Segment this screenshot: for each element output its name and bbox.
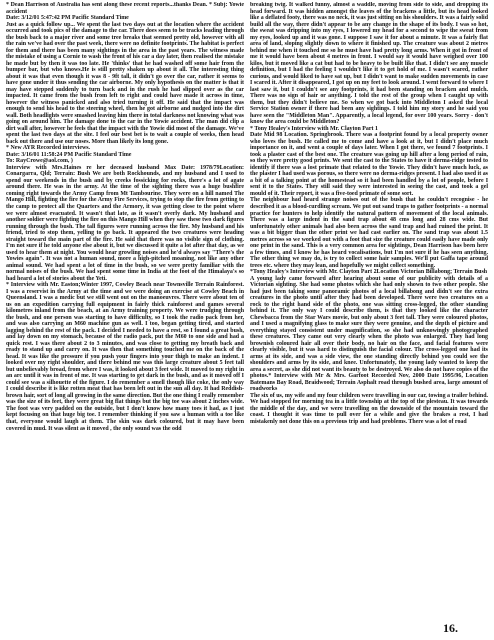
paragraph: Interview with Mrs.Haines re her deceased husband Max Date: 1978/79Location: Conargarra, Qld; Terrain: Bush We are both Rockhounds, and my husband and I used to spend our weekends in the bush and by creeks fossicking for rocks, there's a lot of agate around there. He was in the army. At the time of the sighting there was a huge bushfire coming right towards the Army Camp from Mt Tambourine. They were on a hill named The Mango Hill, fighting the fire for the Army Fire Services, trying to stop the fire from getting to the camp to protect all the Quarters and the Armory, it was getting close to the point where we were almost evacuated. It wasn't that late, as it wasn't overly dark. My husband and another soldier were fighting the fire on this Mango Hill when they saw these two dark figures running through the bush. The tall figures were running across the fire. My husband and his friend, tried to stop them, yelling to go back. It appeared the two creatures were heading straight toward the main part of the fire. He said that there was no visible sign of clothing. I'm not sure if he told anyone else about it, but we discussed it quite a lot after that day, as we used to hear them at night. You would hear growling noises and he'd always say "There's the Yowies again". It was not a human sound, more a high-pitched moaning, not like any other animal sound. We had spent a lot of time in the bush, so we were pretty familiar with the normal noises of the bush. We had spent some time in India at the foot of the Himalaya's so had heard a lot of stories about the Yeti. — [6, 164, 244, 282]
paragraph: Just as a quick follow up... We spent the last two days out at the location where the accident occurred and took pics of the damage to the car. There does seem to be tracks leading through the bush back to a major river and some tree breaks that seemed pretty old, however with all the rain we've had over the past week, there were no definite footprints. The habitat is perfect for them and there has been many sightings in the area in the past years. The witness made the mistake of using a Cornie to wash the front of his car a day later, then realised the mistake he made but by then it was too late. He 'thinks' that he had washed off some hair from the bumper bar, but who knows.He is still pretty shaken up about it all. The interesting thing about it was that even though it was 8 - 9ft tall, it didn't go over the car, rather it seems to have gone under it thus sending the car airborne. My only hypothesis on the matter is that it may have stepped suddenly to turn back and in the rush he had slipped over as the car impacted. It came from the bush from left to right and could have made it across in time, however the witness panicked and also tried turning it off. He said that the impact was enough to send his head to the steering wheel, then he got airborne and nudged into the dirt wall. Both headlights were smashed leaving him there in total darkness not knowing what was going on around him. The damage done to the car in the Yowie accident. The man did clip a dirt wall after, however he feels that the impact with the Yowie did most of the damage. We've spent the last two days at the site. I feel our best bet is to wait a couple of weeks, then head back out there and use our noses. More than likely its long gone. — [6, 21, 244, 145]
paragraph: *Tony Healey's Interview with Mr. Clayton Part 2Location Victorian Billabong; Terrain Bush — [250, 269, 488, 276]
paragraph: * Interview with Mr. Easton;Winter 1997, Cowley Beach near Townsville Terrain Rainforest. I was a reservist in the Army at the time and we were doing an exercise at Cowley Beach in Queensland. I was a medic but we still went out on the manoeuvres. There were about ten of us on an expedition carrying full equipment in fairly thick rainforest and games several kilometres inland from the beach, at an Army training property. We were trudging through the bush, and one person was starting to have difficulty, so I took the radio pack from her, and was also carrying an M60 machine gun as well. I too, began getting tired, and started lagging behind the rest of the pack. I decided I needed to have a rest, so I found a great bush, and lay down on my stomach, because of the radio pack, put the M60 to one side and had a quick rest. I was there about 2 to 3 minutes, and was close to getting my breath back and ready to stand up and carry on. It was then that something touched me on the back of the head. It was like the pressure if you push your fingers into your thigh to make an indent. I looked over my right shoulder, and there behind me was this large creature about 5 feet tall but unbelievably broad, from where I was, it looked about 3 feet wide. It moved to my right in an arc until it was in front of me. It was starting to get dark in the bush, and as it moved off I could see was a silhouette of the figure. I do remember a smell though like coke, the only way I could describe it is like rotten meat that has been left out in the sun all day. It had Reddish-brown hair, sort of long all growing in the same direction. But the one thing I really remember was the size of its feet, they were great big flat things but the big toe was about 2 inches wide. The foot was very padded on the outside, but I don't know how many toes it had, as I just kept focusing on that huge big toe. I remember thinking if you saw a human with a toe like that, everyone would laugh at them. The skin was dark coloured, but it may have been covered in mud. It was silent as it moved , the only sound was the odd — [6, 282, 244, 432]
paragraph: * Tony Healey's Interview with Mr. Clayton Part 1 — [250, 125, 378, 132]
text-columns — [6, 2, 488, 624]
paragraph: Date: 3/16/01 11:58:24 PM Pacific Standard Time — [6, 151, 132, 158]
paragraph: * Dean Harrison of Australia has sent along these recent reports...thanks Dean. * Subj: Yowie accident — [6, 2, 244, 15]
left-column — [6, 2, 244, 624]
page-number: 16. — [443, 621, 458, 635]
paragraph: Date Mid 98 Location. Springbrook. There was a footprint found by a local property owner who loves the bush. He called me to come and have a look at it, but I didn't place much importance on it, and went a couple of days later. When I got there, we found 7 footprints. I took a plaster cast of the best one. The creature was going up hill after a long period of rain, so they were pretty good prints. We sent the cast to the States to have it derma-ridge tested to identify if there was a lost primate that related to the Yowie. They didn't have much luck, as the plaster I had used was porous, so there were no derma-ridges present. I had also used it as a bit of a talking point at the homestead so it had been handled by a lot of people, before I sent it to the States. They still said they were interested in seeing the cast, and took a gel mould of it. Their report, it was a five-toed primate of some sort. — [250, 132, 488, 197]
paragraph: To: RayCrowe@aol.com, ) — [6, 158, 73, 165]
paragraph: Date: 3/12/01 5:47:42 PM Pacific Standard Time — [6, 15, 129, 22]
paragraph: breaking twig. It walked funny, almost a waddle, moving from side to side, and dropping its head forward. It was hidden amongst the leaves of the brackens a little, but its head looked like a deflated footy, there was no neck, it was just sitting on his shoulders. It was a fairly solid build all the way, there didn't appear to be any change in the shape of its body. I was so hot, the sweat was dripping into my eyes, I lowered my head for a second to wipe the sweat from my eyes, looked up and it was gone. I suppose I saw it for about a minute. It was a fairly flat area of land, sloping slightly down to where it finished up. The creature was about 2 metres behind me when it touched me so he must have had pretty long arms. When it got in front of me it would have been about 4 metres in front. I would say it would have weighed over 100 kilos, but it moved like a cat but had to be heavy to be built like that. I didn't see any muscle definition, but I had the feeling I wouldn't like it to get hold of me. I wasn't scared, rather curious, and would liked to have sat up, but I didn't want to make sudden movements in case I scared it. After it disappeared, I got up on my feet to look around. I went forward to where I last saw it, but I couldn't see any footprints, it had been standing on bracken and mulch. There was no sign of hair or anything. I told the rest of the group when I caught up with them, but they didn't believe me. So when we got back into Middleton I asked the local Service Station owner if there had been any sightings. I told him my story and he said you have seen the "Middleton Man". Apparently, a local legend, for over 100 years. Sorry - don't know the area could be Middleton? — [250, 2, 488, 126]
paragraph: A young lady came forward after hearing about some of our publicity with details of a Victorian sighting. She had some photos which she had only shown to two other people. She had just been taking some panoramic photos of a local billabong and didn't see the extra creatures in the photo until after they had been developed. There were two creatures on a rock to the right hand side of the photo, one was sitting cross-legged, the other standing behind it. The only way I could describe them, is that they looked like the character Chewbacca from the Star Wars movie, but only about 3 feet tall. They were coloured photos, and I used a magnifying glass to make sure they were genuine, and the depth of picture and everything stayed consistent under magnification, so she had unknowingly photographed these creatures. They came out very clearly when the photo was enlarged. They had long brownish coloured hair all over their body, no hair on the face, and facial features were clearly visible, but it was hard to distinguish the facial colour. The cross-legged one had its arms at its side, and was a side view, the one standing directly behind you could see the shoulders and arms by its side, and knee. Unfortunately, the young lady wanted to keep the area a secret, as she did not want its beauty to be destroyed. We also do not have copies of the photos.* Interview with Mr & Mrs. Garfoot Recorded Nov, 2000 Date 1995/96, Location Batemans Bay Road, Braidwood; Terrain Asphalt road through bushed area, large amount of roadworks — [250, 275, 488, 393]
paragraph: * New AYR Recorded interviews. — [6, 145, 91, 152]
paragraph: The six of us, my wife and my four children were travelling in our car, towing a trailer behind. We had stopped for morning tea in a little township at the top of the plesteau. It was towards the middle of the day, and we were travelling on the downside of the mountain toward the coast. I thought it was time to pull over for a while and give the brakes a rest, I had mistakenly not done this on a previous trip and had problems. There was a lot of road — [250, 392, 488, 425]
paragraph: The neighbour had heard strange noises out of the bush that he couldn't recognise - he described it as a blood-curdling scream. We put out sand traps to gather footprints - a normal practice for hunters to help identify the natural pattern of movement of the local animals. There was a large indent in the sand trap about 48 cms long and 28 cms wide. But unfortunately other animals had also been across the sand trap and had ruined the print. It was a bit bigger than the other print we had cast earlier on. The sand trap was about 1.5 metres across so we worked out with a foot that size the creature could easily have made only one print in the sand. This is a very common area for sightings, Dean Harrison has been here a few times, and I know he has heard vocalisations, but I'm not sure if he has seen anything. The other thing we may do, is try to collect some hair samples. We'll put Gaffa tape around trees etc. where they may lean, and hopefully we might collect something. — [250, 197, 488, 269]
right-column — [250, 2, 488, 624]
